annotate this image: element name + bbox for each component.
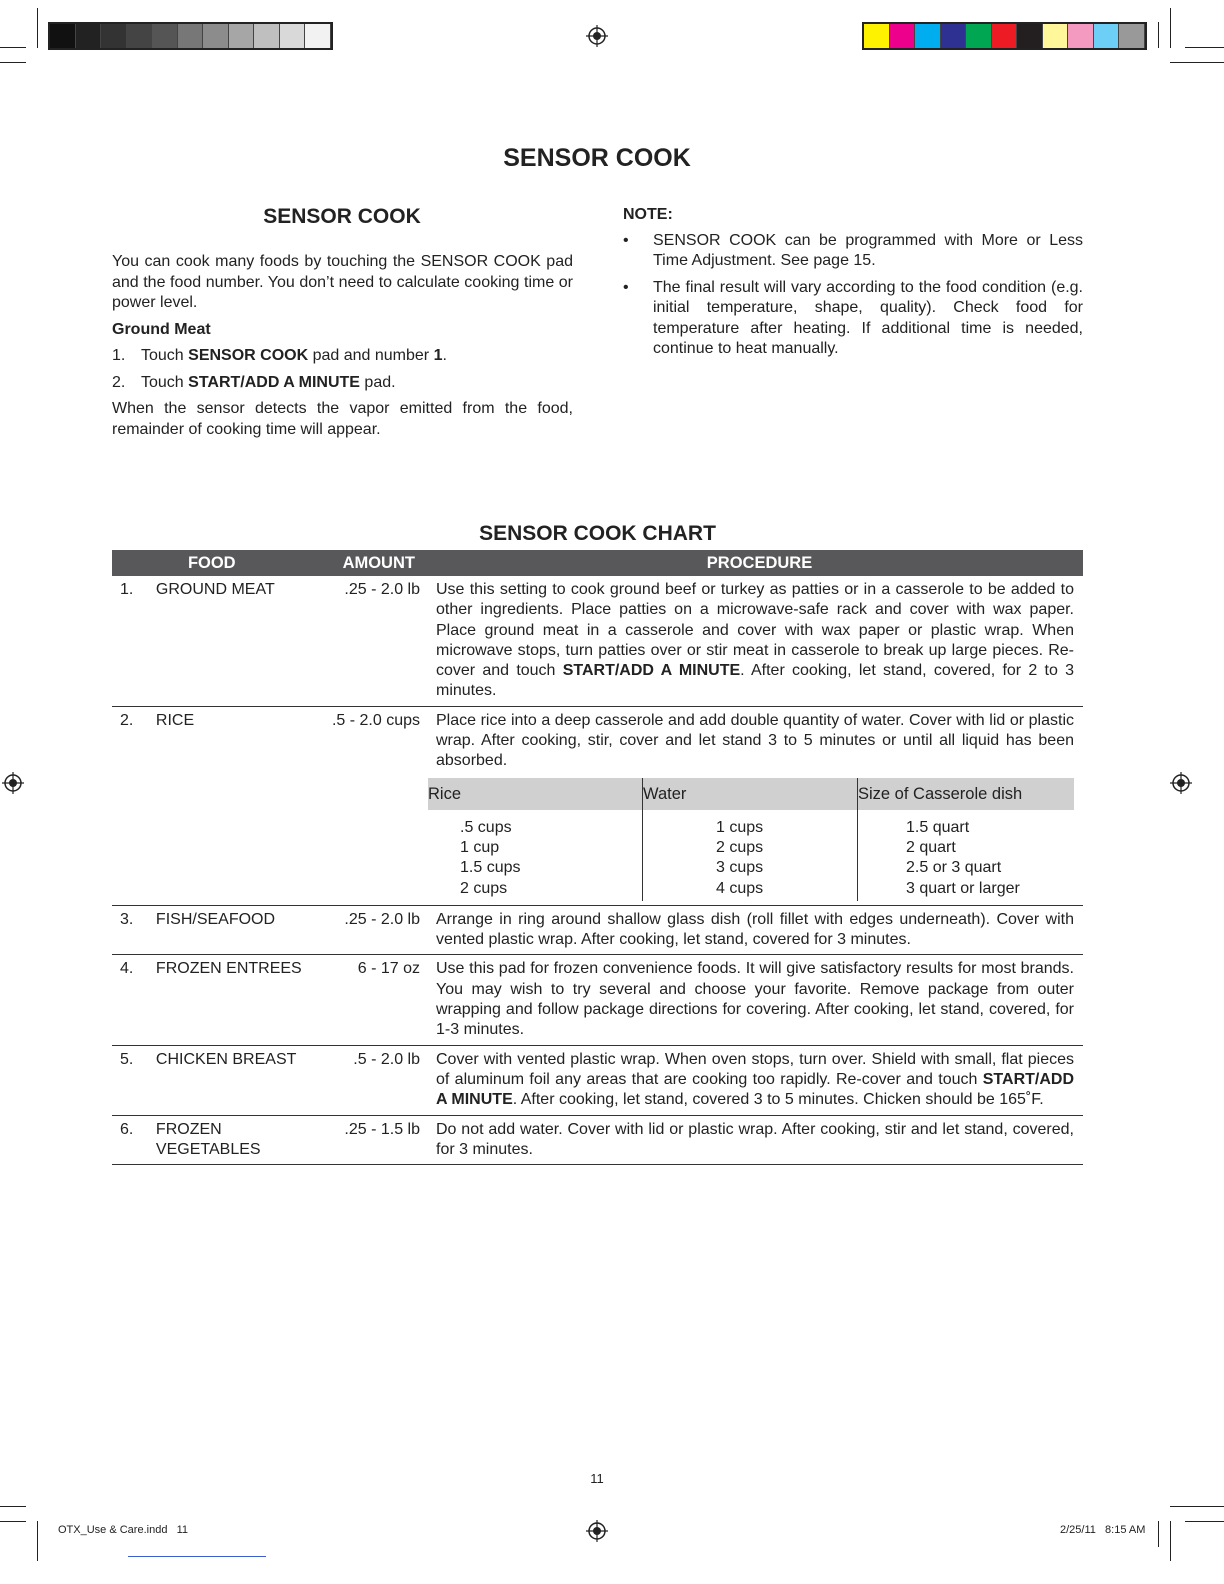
color-swatch <box>941 24 967 48</box>
table-row: 5. CHICKEN BREAST .5 - 2.0 lb Cover with vented plastic wrap. When oven stops, turn over. Shield with small, flat pieces of aluminum foil any areas that are cooking too rapidly. Re-cover and touch START/ADD A MINUTE. After cooking, let stand, covered 3 to 5 minutes. Chicken should be 165˚F. <box>112 1045 1083 1115</box>
gray-swatch <box>50 24 76 48</box>
rice-column-header: Rice <box>428 778 643 810</box>
color-swatch <box>1094 24 1120 48</box>
gray-swatch <box>101 24 127 48</box>
note-heading: NOTE: <box>623 206 673 223</box>
color-swatch <box>1119 24 1145 48</box>
section-heading: SENSOR COOK <box>263 205 421 228</box>
color-swatch <box>1043 24 1069 48</box>
registration-mark-icon <box>586 25 608 47</box>
gray-swatch <box>254 24 280 48</box>
color-swatch <box>1017 24 1043 48</box>
gray-swatch <box>203 24 229 48</box>
slug-underline <box>128 1556 266 1557</box>
gray-swatch <box>229 24 255 48</box>
table-row: 4. FROZEN ENTREES 6 - 17 oz Use this pad for frozen convenience foods. It will give satisfactory results for most brands. You may wish to try several and choose your favorite. Remove package from outer wrapping and follow package directions for covering. After cooking, let stand, covered, for 1-3 minutes. <box>112 955 1083 1045</box>
instruction-step: 1. Touch SENSOR COOK pad and number 1. <box>112 347 447 364</box>
procedure-header: PROCEDURE <box>436 550 1083 576</box>
grayscale-color-bar <box>48 22 333 50</box>
food-header: FOOD <box>112 550 322 576</box>
amount-header: AMOUNT <box>322 550 436 576</box>
page-number: 11 <box>590 1471 604 1486</box>
intro-paragraph: You can cook many foods by touching the SENSOR COOK pad and the food number. You don’t need to calculate cooking time or power level. <box>112 253 573 311</box>
rice-water-table <box>428 778 1074 901</box>
chart-header-row <box>112 550 1083 576</box>
registration-mark-icon <box>2 772 24 794</box>
color-swatch <box>966 24 992 48</box>
bullet-icon: • <box>623 278 629 296</box>
color-swatch <box>915 24 941 48</box>
table-row: 1. GROUND MEAT .25 - 2.0 lb Use this setting to cook ground beef or turkey as patties or in a casserole to be added to other ingredients. Place patties on a microwave-safe rack and cover with wax paper. Place ground meat in a casserole and cover with wax paper or plastic wrap. When microwave stops, turn patties over or stir meat in casserole to break up large pieces. Re-cover and touch START/ADD A MINUTE. After cooking, let stand, covered, for 2 to 3 minutes. <box>112 576 1083 706</box>
registration-mark-icon <box>1170 772 1192 794</box>
slug-filename: OTX_Use & Care.indd 11 <box>58 1524 189 1536</box>
note-section <box>623 205 1083 366</box>
color-swatch <box>864 24 890 48</box>
gray-swatch <box>280 24 306 48</box>
chart-title: SENSOR COOK CHART <box>479 522 716 545</box>
gray-swatch <box>127 24 153 48</box>
rice-table-body: .5 cups 1 cup 1.5 cups 2 cups 1 cups 2 cups 3 cups 4 cups 1.5 quart 2 quart 2.5 or 3 quart 3 quart or larger <box>428 810 1074 901</box>
table-row: 6. FROZEN VEGETABLES .25 - 1.5 lb Do not add water. Cover with lid or plastic wrap. After cooking, stir and let stand, covered, for 3 minutes. <box>112 1115 1083 1165</box>
note-item: • SENSOR COOK can be programmed with More or Less Time Adjustment. See page 15. <box>623 231 1083 269</box>
instruction-step: 2. Touch START/ADD A MINUTE pad. <box>112 373 396 391</box>
sensor-cook-chart <box>112 550 1083 1165</box>
water-column-header: Water <box>643 778 858 810</box>
ground-meat-heading: Ground Meat <box>112 320 211 338</box>
casserole-column-header: Size of Casserole dish <box>858 778 1075 810</box>
gray-swatch <box>305 24 331 48</box>
table-row: 2. RICE .5 - 2.0 cups Place rice into a deep casserole and add double quantity of water. Cover with lid or plastic wrap. After cooking, stir, cover and let stand 3 to 5 minutes or until all liquid has been absorbed. Rice Water Size of Casserole dish .5 cups 1 cup 1.5 cups 2 cups 1 cups 2 cups 3 cups 4 cups 1.5 quart 2 quart 2.5 or 3 quart 3 quart or larger <box>112 706 1083 905</box>
after-paragraph: When the sensor detects the vapor emitted from the food, remainder of cooking time will appear. <box>112 400 573 438</box>
process-color-bar <box>862 22 1147 50</box>
slug-timestamp: 2/25/11 8:15 AM <box>1060 1524 1146 1536</box>
color-swatch <box>890 24 916 48</box>
gray-swatch <box>152 24 178 48</box>
registration-mark-icon <box>586 1520 608 1542</box>
gray-swatch <box>76 24 102 48</box>
page-title: SENSOR COOK <box>503 144 691 172</box>
note-item: • The final result will vary according to the food condition (e.g. initial temperature, shape, quality). Check food for temperature after heating. If additional time is needed, continue to heat manually. <box>623 278 1083 357</box>
color-swatch <box>992 24 1018 48</box>
bullet-icon: • <box>623 231 629 249</box>
sensor-cook-instructions <box>112 252 573 446</box>
gray-swatch <box>178 24 204 48</box>
color-swatch <box>1068 24 1094 48</box>
table-row: 3. FISH/SEAFOOD .25 - 2.0 lb Arrange in ring around shallow glass dish (roll fillet with edges underneath). Cover with vented plastic wrap. After cooking, let stand, covered for 3 minutes. <box>112 905 1083 955</box>
